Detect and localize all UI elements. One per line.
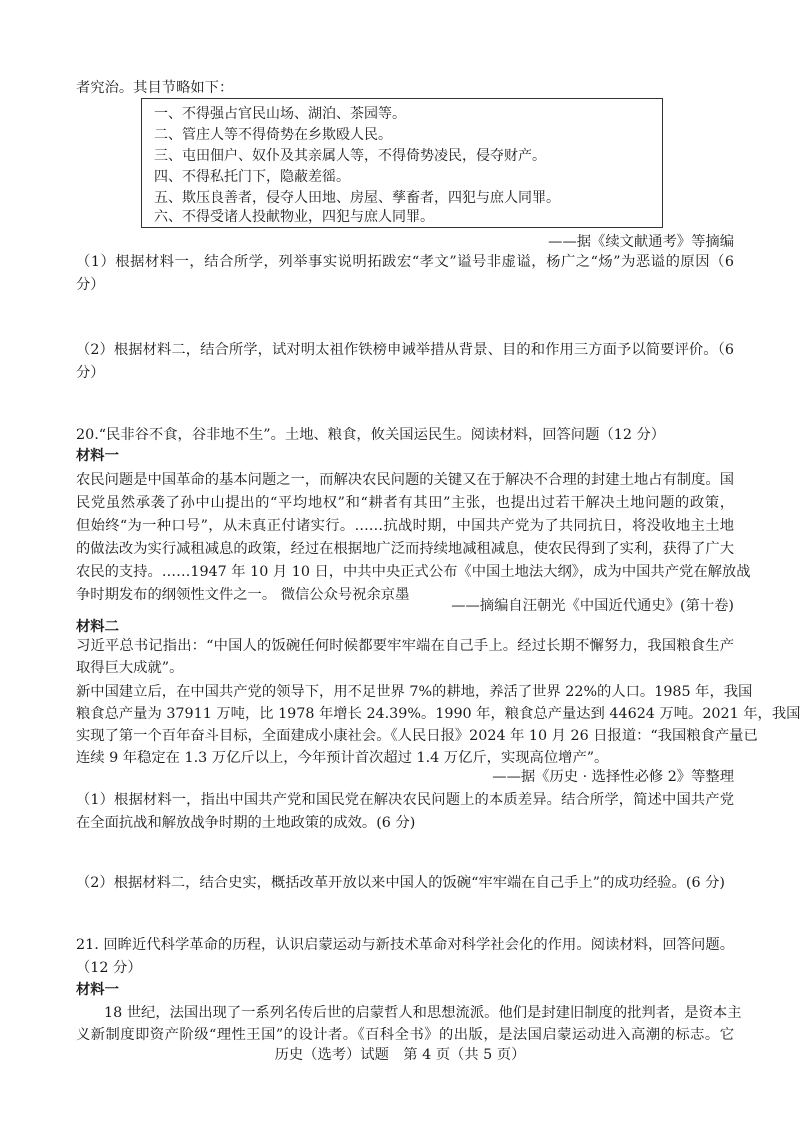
box-item: 五、欺压良善者，侵夺人田地、房屋、孳畜者，四犯与庶人同罪。 — [154, 190, 560, 206]
material-line: 的做法改为实行减租减息的政策，经过在根据地广泛而持续地减租减息，使农民得到了实利，获得了广大 — [76, 541, 734, 557]
material-line: 取得巨大成就”。 — [76, 660, 184, 676]
question-20-1: （1）根据材料一，指出中国共产党和国民党在解决农民问题上的本质差异。结合所学，简述中国共产党 — [76, 792, 734, 808]
question-20-2: （2）根据材料二，结合史实，概括改革开放以来中国人的饭碗“牢牢端在自己手上”的成功经验。(6 分) — [76, 875, 725, 891]
material-2-label: 材料二 — [76, 619, 119, 635]
page-footer: 历史（选考）试题 第 4 页（共 5 页） — [274, 1047, 526, 1063]
material-line: 实现了第一个百年奋斗目标，全面建成小康社会。《人民日报》2024 年 10 月 26 日报道：“我国粮食产量已 — [76, 728, 758, 744]
source-citation: ——摘编自汪朝光《中国近代通史》(第十卷) — [451, 598, 734, 614]
material-line: 但始终“为一种口号”，从未真正付诸实行。……抗战时期，中国共产党为了共同抗日，将没收地主土地 — [76, 518, 734, 534]
iron-list-box — [141, 98, 663, 228]
material-line: 粮食总产量为 37911 万吨，比 1978 年增长 24.39%。1990 年，粮食总产量达到 44624 万吨。2021 年，我国 — [76, 706, 800, 722]
material-line: 新中国建立后，在中国共产党的领导下，用不足世界 7%的耕地，养活了世界 22%的人口。1985 年，我国 — [76, 684, 753, 700]
question-21-stem: 21. 回眸近代科学革命的历程，认识启蒙运动与新技术革命对科学社会化的作用。阅读材料，回答问题。 — [76, 937, 734, 953]
box-item: 三、屯田佃户、奴仆及其亲属人等，不得倚势凌民，侵夺财产。 — [154, 148, 546, 164]
material-line: 18 世纪，法国出现了一系列名传后世的启蒙哲人和思想流派。他们是封建旧制度的批判者，是资本主 — [104, 1005, 742, 1021]
box-item: 一、不得强占官民山场、湖泊、茶园等。 — [154, 106, 406, 122]
source-citation: ——据《续文献通考》等摘编 — [548, 234, 734, 250]
material-1-label: 材料一 — [76, 448, 119, 464]
q19-intro: 者究治。其目节略如下： — [76, 80, 234, 96]
question-19-1-cont: 分） — [76, 277, 105, 293]
question-20-stem: 20.“民非谷不食，谷非地不生”。土地、粮食，攸关国运民生。阅读材料，回答问题（12 分） — [76, 427, 666, 443]
material-line: 习近平总书记指出：“中国人的饭碗任何时候都要牢牢端在自己手上。经过长期不懈努力，我国粮食生产 — [76, 638, 734, 654]
box-item: 四、不得私托门下，隐蔽差徭。 — [154, 169, 350, 185]
material-line: 义新制度即资产阶级“理性王国”的设计者。《百科全书》的出版，是法国启蒙运动进入高潮的标志。它 — [76, 1027, 734, 1043]
question-19-2-cont: 分） — [76, 365, 105, 381]
material-line: 农民问题是中国革命的基本问题之一，而解决农民问题的关键又在于解决不合理的封建土地占有制度。国 — [76, 472, 734, 488]
question-20-1-cont: 在全面抗战和解放战争时期的土地政策的成效。(6 分) — [76, 815, 416, 831]
question-19-1: （1）根据材料一，结合所学，列举事实说明拓跋宏“孝文”谥号非虚谥，杨广之“炀”为恶谥的原因（6 — [76, 254, 734, 270]
question-19-2: （2）根据材料二，结合所学，试对明太祖作铁榜申诫举措从背景、目的和作用三方面予以简要评价。（6 — [76, 342, 734, 358]
material-line: 争时期发布的纲领性文件之一。 微信公众号祝余京墨 — [76, 587, 410, 603]
question-21-stem-cont: （12 分） — [76, 960, 142, 976]
material-line: 民党虽然承袭了孙中山提出的“平均地权”和“耕者有其田”主张，也提出过若干解决土地问题的政策， — [76, 495, 734, 511]
material-line: 连续 9 年稳定在 1.3 万亿斤以上，今年预计首次超过 1.4 万亿斤，实现高位增产”。 — [76, 750, 609, 766]
box-item: 六、不得受诸人投献物业，四犯与庶人同罪。 — [154, 209, 434, 225]
material-1-label: 材料一 — [76, 982, 119, 998]
box-item: 二、管庄人等不得倚势在乡欺殴人民。 — [154, 127, 392, 143]
material-line: 农民的支持。……1947 年 10 月 10 日，中共中央正式公布《中国土地法大纲》，成为中国共产党在解放战 — [76, 564, 751, 580]
source-citation: ——据《历史 · 选择性必修 2》等整理 — [492, 769, 734, 785]
